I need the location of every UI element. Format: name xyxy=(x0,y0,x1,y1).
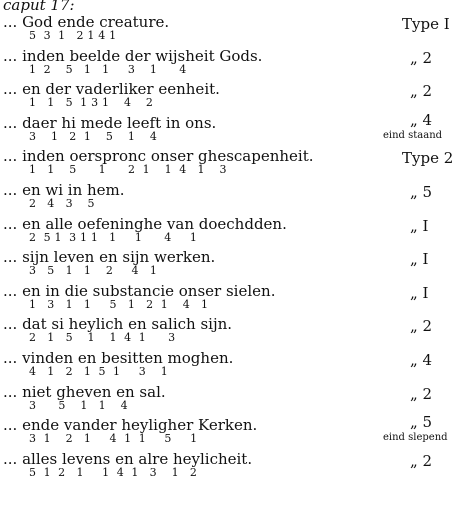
list-item xyxy=(0,282,470,314)
type-label: Type I xyxy=(402,15,450,33)
type-label: „ 2 xyxy=(410,451,433,470)
phrase-text: ... inden oerspronc onser ghescapenheit. xyxy=(3,147,314,166)
stress-numbers: 3 5 1 1 2 4 1 xyxy=(29,264,158,278)
phrase-text: ... sijn leven en sijn werken. xyxy=(3,248,216,267)
phrase-text: ... en alle oefeninghe van doechdden. xyxy=(3,214,287,233)
stress-numbers: 3 1 2 1 5 1 4 xyxy=(29,129,158,143)
list-item xyxy=(0,215,470,247)
phrase-text: ... inden beelde der wijsheit Gods. xyxy=(3,46,263,65)
type-label: „ 2 xyxy=(410,48,433,67)
stress-numbers: 4 1 2 1 5 1 3 1 xyxy=(29,365,168,378)
stress-numbers: 1 1 5 1 2 1 1 4 1 3 xyxy=(29,163,227,177)
list-item xyxy=(0,147,470,179)
type-label: „ I xyxy=(410,250,429,269)
chapter-heading: caput 17: xyxy=(3,0,75,14)
type-label: „ 2 xyxy=(410,82,433,101)
stress-numbers: 5 3 1 2 1 4 1 xyxy=(29,29,117,42)
phrase-text: ... dat si heylich en salich sijn. xyxy=(3,315,233,334)
list-item xyxy=(0,450,470,482)
stress-numbers: 1 3 1 1 5 1 2 1 4 1 xyxy=(29,297,209,311)
ending-note: eind slepend xyxy=(383,432,448,444)
ending-note: eind staand xyxy=(383,129,443,141)
list-item xyxy=(0,47,470,79)
phrase-text: ... vinden en besitten moghen. xyxy=(3,349,234,367)
phrase-text: ... ende vander heyligher Kerken. xyxy=(3,416,258,435)
type-label: „ 4 xyxy=(410,351,433,369)
stress-numbers: 2 5 1 3 1 1 1 1 4 1 xyxy=(29,230,198,244)
list-item xyxy=(0,315,470,347)
stress-numbers: 5 1 2 1 1 4 1 3 1 2 xyxy=(29,465,198,479)
type-label: „ 5 xyxy=(410,183,433,201)
list-item xyxy=(0,181,470,213)
list-item xyxy=(0,383,470,415)
list-item xyxy=(0,248,470,280)
phrase-text: ... God ende creature. xyxy=(3,13,170,31)
stress-numbers: 1 2 5 1 1 3 1 4 xyxy=(29,62,187,76)
phrase-text: ... niet gheven en sal. xyxy=(3,382,166,401)
phrase-text: ... en der vaderliker eenheit. xyxy=(3,80,220,99)
type-label: „ I xyxy=(410,216,429,235)
phrase-text: ... alles levens en alre heylicheit. xyxy=(3,449,253,468)
type-label: „ 2 xyxy=(410,317,433,336)
type-label: „ 4 xyxy=(410,110,433,129)
phrase-text: ... daer hi mede leeft in ons. xyxy=(3,113,217,132)
type-label: Type 2 xyxy=(402,149,454,168)
phrase-text: ... en in die substancie onser sielen. xyxy=(3,281,276,300)
phrase-text: ... en wi in hem. xyxy=(3,181,125,199)
type-label: „ 5 xyxy=(410,413,433,432)
list-item xyxy=(0,349,470,381)
type-label: „ I xyxy=(410,283,429,302)
list-item xyxy=(0,110,470,146)
list-item xyxy=(0,80,470,112)
stress-numbers: 3 5 1 1 4 xyxy=(29,398,128,412)
list-item xyxy=(0,13,470,45)
stress-numbers: 2 1 5 1 1 4 1 3 xyxy=(29,331,176,345)
type-label: „ 2 xyxy=(410,384,433,403)
stress-numbers: 2 4 3 5 xyxy=(29,197,95,210)
list-item xyxy=(0,413,470,448)
stress-numbers: 3 1 2 1 4 1 1 5 1 xyxy=(29,432,198,446)
stress-numbers: 1 1 5 1 3 1 4 2 xyxy=(29,96,154,110)
